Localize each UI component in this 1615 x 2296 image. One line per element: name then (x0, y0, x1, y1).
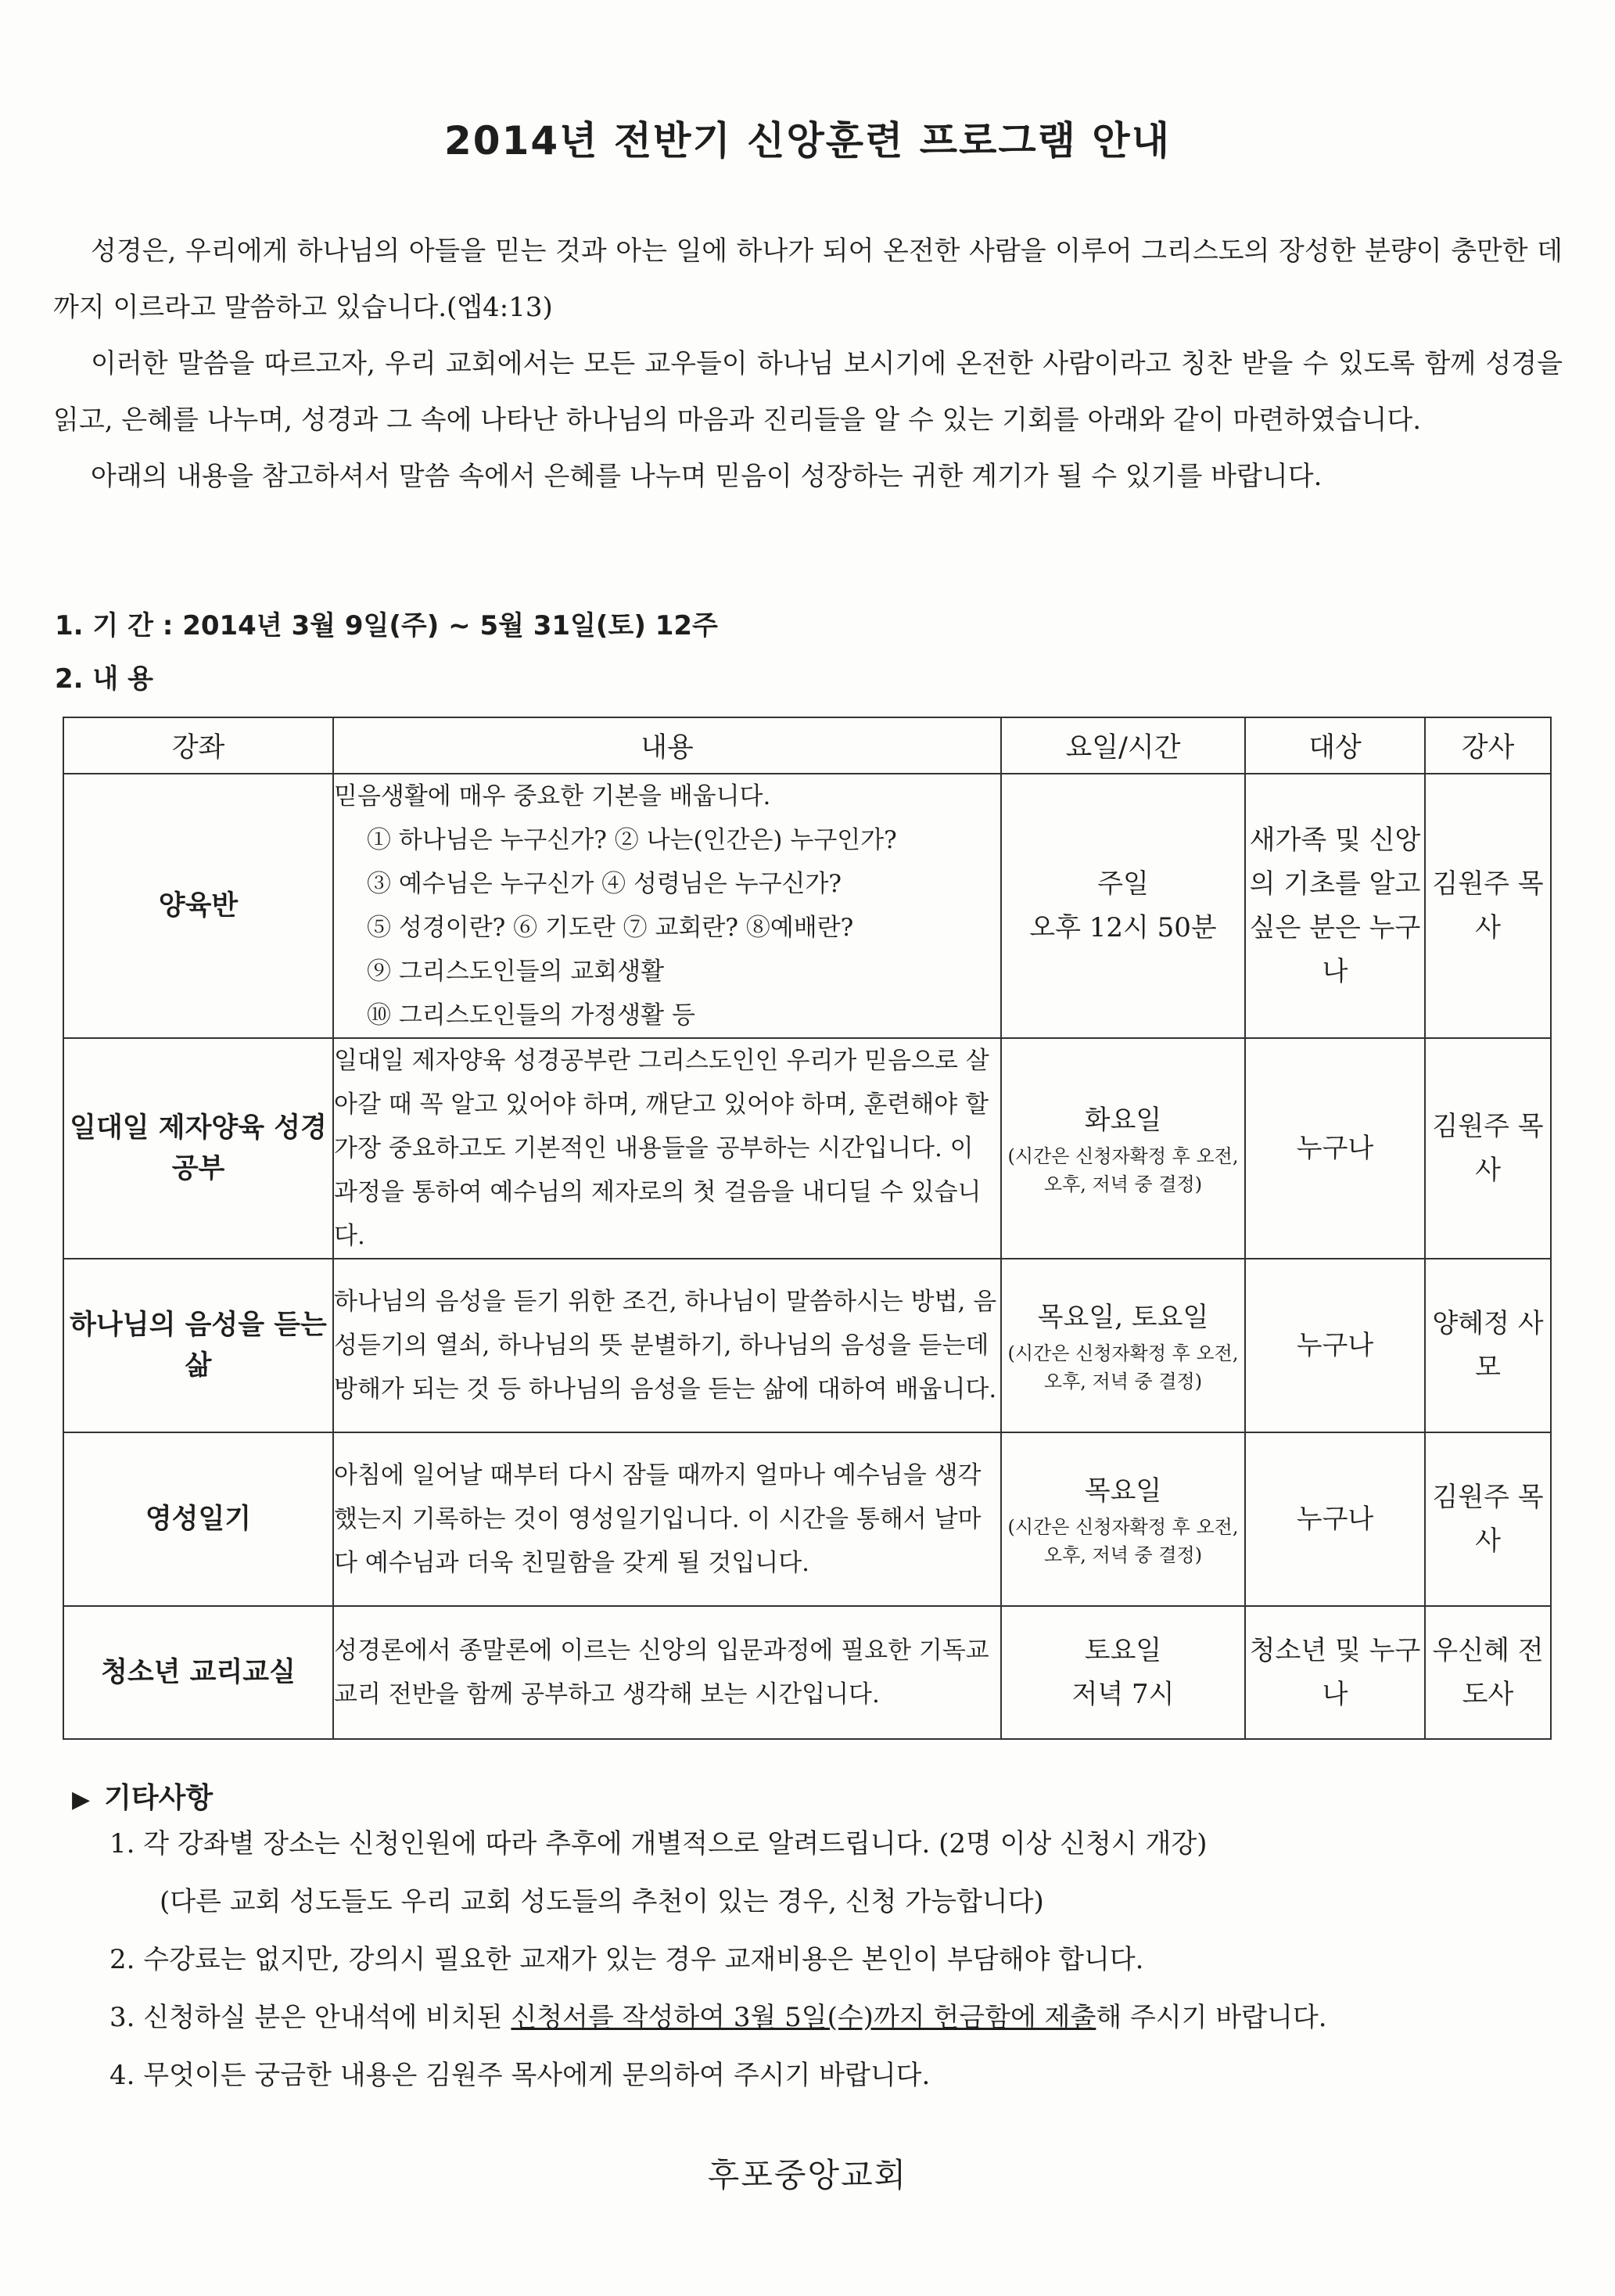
intro-paragraph: 아래의 내용을 참고하셔서 말씀 속에서 은혜를 나누며 믿음이 성장하는 귀한 계기가 될 수 있기를 바랍니다. (91, 461, 1323, 492)
schedule-note: (시간은 신청자확정 후 오전, 오후, 저녁 중 결정) (1007, 1145, 1239, 1195)
course-name: 양육반 (63, 774, 333, 1038)
schedule-note: (시간은 신청자확정 후 오전, 오후, 저녁 중 결정) (1007, 1342, 1239, 1392)
course-target: 누구나 (1245, 1259, 1425, 1432)
header-teacher: 강사 (1425, 717, 1551, 774)
header-schedule: 요일/시간 (1001, 717, 1245, 774)
course-teacher: 김원주 목사 (1425, 1432, 1551, 1606)
course-schedule (1001, 1432, 1245, 1606)
course-content: 성경론에서 종말론에 이르는 신앙의 입문과정에 필요한 기독교 교리 전반을 함께 공부하고 생각해 보는 시간입니다. (333, 1606, 1001, 1739)
course-teacher: 김원주 목사 (1425, 1038, 1551, 1259)
course-target: 누구나 (1245, 1432, 1425, 1606)
course-teacher: 양혜정 사모 (1425, 1259, 1551, 1432)
course-schedule (1001, 1038, 1245, 1259)
course-name: 일대일 제자양육 성경공부 (63, 1038, 333, 1259)
schedule-day: 목요일, 토요일 (1037, 1302, 1209, 1333)
course-teacher: 김원주 목사 (1425, 774, 1551, 1038)
list-item: ③ 예수님은 누구신가 ④ 성령님은 누구신가? (367, 870, 842, 898)
list-item: ⑤ 성경이란? ⑥ 기도란 ⑦ 교회란? ⑧예배란? (367, 914, 854, 942)
table-row (63, 1038, 1551, 1259)
triangle-bullet-icon: ▶ (72, 1786, 91, 1813)
table-row (63, 1606, 1551, 1739)
list-item: ① 하나님은 누구신가? ② 나는(인간은) 누구인가? (367, 826, 897, 854)
etc-item-text: 3. 신청하실 분은 안내석에 비치된 (109, 2002, 511, 2033)
etc-item: 2. 수강료는 없지만, 강의시 필요한 교재가 있는 경우 교재비용은 본인이 부담해야 합니다. (109, 1944, 1144, 1975)
schedule-time: 저녁 7시 (1071, 1679, 1175, 1710)
etc-list (109, 1815, 1556, 2104)
course-target: 누구나 (1245, 1038, 1425, 1259)
schedule-day: 화요일 (1084, 1105, 1162, 1136)
intro-text (53, 223, 1563, 505)
etc-item-note: (다른 교회 성도들도 우리 교회 성도들의 추천이 있는 경우, 신청 가능합니다) (160, 1886, 1044, 1917)
course-schedule (1001, 774, 1245, 1038)
header-content: 내용 (333, 717, 1001, 774)
header-course: 강좌 (63, 717, 333, 774)
course-target: 새가족 및 신앙의 기초를 알고 싶은 분은 누구나 (1245, 774, 1425, 1038)
schedule-day: 주일 (1097, 868, 1149, 900)
period-line: 1. 기 간 : 2014년 3월 9일(주) ~ 5월 31일(토) 12주 (55, 610, 718, 641)
etc-item (109, 1989, 1556, 2046)
course-content (333, 774, 1001, 1038)
etc-item: 1. 각 강좌별 장소는 신청인원에 따라 추후에 개별적으로 알려드립니다. (2명 이상 신청시 개강) (109, 1828, 1208, 1859)
course-name: 하나님의 음성을 듣는 삶 (63, 1259, 333, 1432)
content-heading: 2. 내 용 (55, 663, 153, 695)
etc-item-underlined: 신청서를 작성하여 3월 5일(수)까지 헌금함에 제출 (511, 2002, 1096, 2033)
course-name: 청소년 교리교실 (63, 1606, 333, 1739)
course-name: 영성일기 (63, 1432, 333, 1606)
document-title: 2014년 전반기 신앙훈련 프로그램 안내 (444, 118, 1171, 163)
schedule-day: 토요일 (1084, 1635, 1162, 1666)
course-teacher: 우신혜 전도사 (1425, 1606, 1551, 1739)
etc-item-text: 해 주시기 바랍니다. (1096, 2002, 1327, 2033)
course-content: 일대일 제자양육 성경공부란 그리스도인인 우리가 믿음으로 살아갈 때 꼭 알고 있어야 하며, 깨닫고 있어야 하며, 훈련해야 할 가장 중요하고도 기본적인 내용들을 공부하는 시간입니다. 이 과정을 통하여 예수님의 제자로의 첫 걸음을 내디딜 수 있습니다. (333, 1038, 1001, 1259)
table-header-row (63, 717, 1551, 774)
etc-heading (72, 1776, 213, 1816)
course-content: 아침에 일어날 때부터 다시 잠들 때까지 얼마나 예수님을 생각했는지 기록하는 것이 영성일기입니다. 이 시간을 통해서 날마다 예수님과 더욱 친밀함을 갖게 될 것입니다. (333, 1432, 1001, 1606)
course-schedule (1001, 1606, 1245, 1739)
course-content: 하나님의 음성을 듣기 위한 조건, 하나님이 말씀하시는 방법, 음성듣기의 열쇠, 하나님의 뜻 분별하기, 하나님의 음성을 듣는데 방해가 되는 것 등 하나님의 음성을 듣는 삶에 대하여 배웁니다. (333, 1259, 1001, 1432)
list-item: ⑩ 그리스도인들의 가정생활 등 (367, 1001, 695, 1029)
church-name: 후포중앙교회 (707, 2156, 908, 2194)
program-table (63, 717, 1552, 1740)
schedule-note: (시간은 신청자확정 후 오전, 오후, 저녁 중 결정) (1007, 1516, 1239, 1566)
schedule-time: 오후 12시 50분 (1029, 912, 1217, 943)
table-row (63, 1432, 1551, 1606)
table-row (63, 1259, 1551, 1432)
content-intro: 믿음생활에 매우 중요한 기본을 배웁니다. (334, 782, 771, 810)
schedule-day: 목요일 (1084, 1475, 1162, 1507)
course-schedule (1001, 1259, 1245, 1432)
course-target: 청소년 및 누구나 (1245, 1606, 1425, 1739)
intro-paragraph: 성경은, 우리에게 하나님의 아들을 믿는 것과 아는 일에 하나가 되어 온전한 사람을 이루어 그리스도의 장성한 분량이 충만한 데까지 이르라고 말씀하고 있습니다.(엡4:13) (53, 235, 1563, 323)
table-row (63, 774, 1551, 1038)
list-item: ⑨ 그리스도인들의 교회생활 (367, 958, 665, 986)
intro-paragraph: 이러한 말씀을 따르고자, 우리 교회에서는 모든 교우들이 하나님 보시기에 온전한 사람이라고 칭찬 받을 수 있도록 함께 성경을 읽고, 은혜를 나누며, 성경과 그 속에 나타난 하나님의 마음과 진리들을 알 수 있는 기회를 아래와 같이 마련하였습니다. (53, 348, 1563, 436)
etc-heading-label: 기타사항 (104, 1782, 214, 1814)
header-target: 대상 (1245, 717, 1425, 774)
etc-item: 4. 무엇이든 궁금한 내용은 김원주 목사에게 문의하여 주시기 바랍니다. (109, 2060, 931, 2091)
